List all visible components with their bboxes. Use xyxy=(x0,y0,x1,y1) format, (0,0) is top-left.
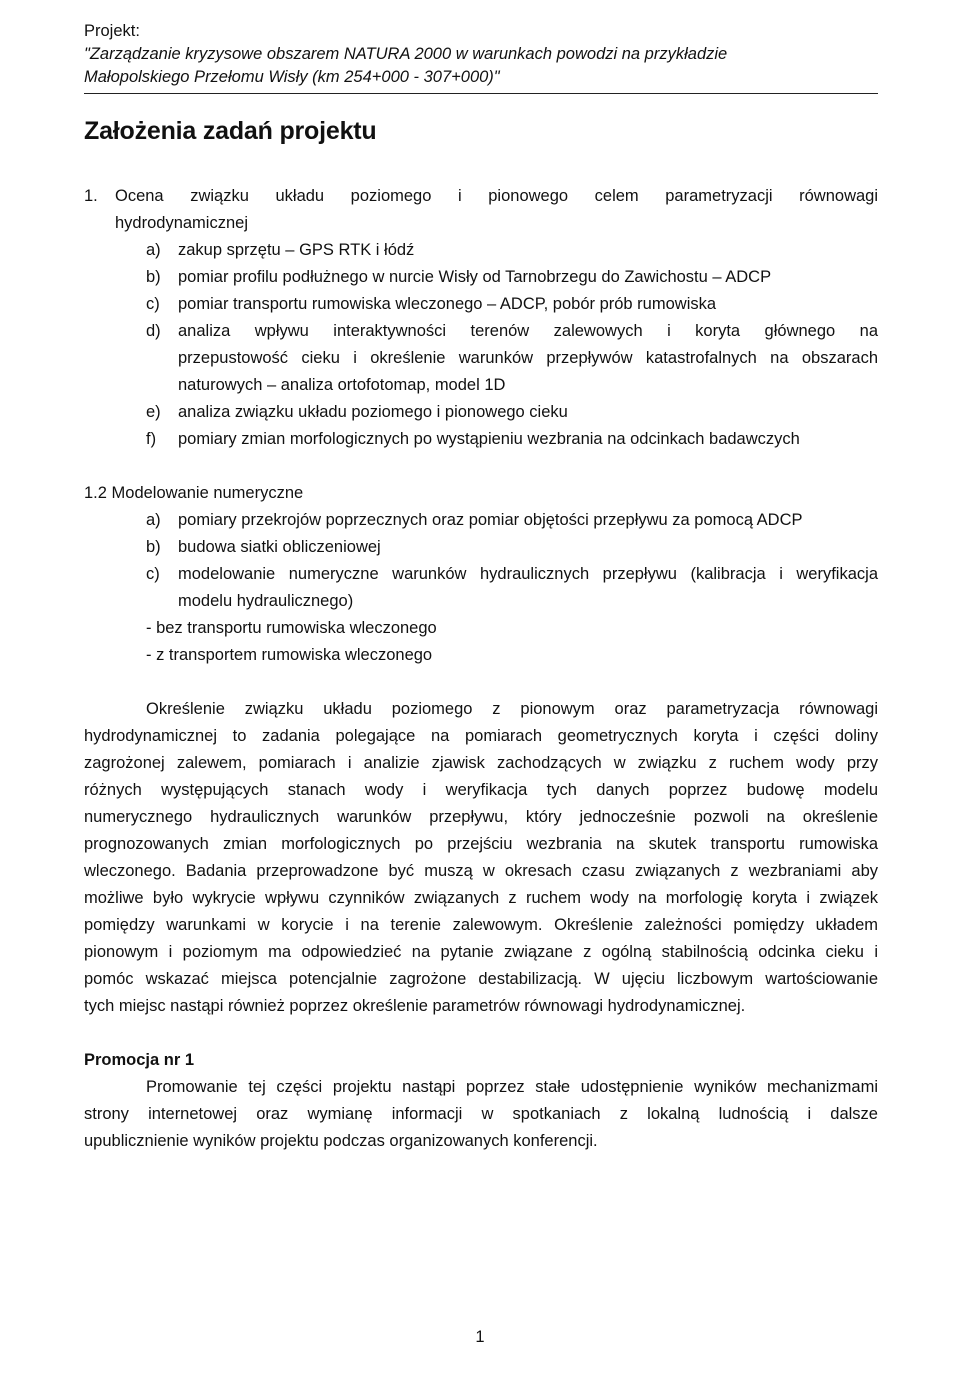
list-item-label: d) xyxy=(146,322,161,340)
list-item-continuation: naturowych – analiza ortofotomap, model 1D xyxy=(178,376,506,394)
list-item: budowa siatki obliczeniowej xyxy=(178,538,381,556)
list-item-label: b) xyxy=(146,268,161,286)
list-item-label: e) xyxy=(146,403,161,421)
list-item: pomiar profilu podłużnego w nurcie Wisły od Tarnobrzegu do Zawichostu – ADCP xyxy=(178,268,772,286)
paragraph-line: pomóc wskazać miejsca potencjalnie zagrożone destabilizacją. W ujęciu liczbowym wartościowanie xyxy=(84,970,878,988)
list-item-label: f) xyxy=(146,430,157,448)
list-item-label: b) xyxy=(146,538,161,556)
list-item-label: a) xyxy=(146,511,161,529)
header-project-title-line1: "Zarządzanie kryzysowe obszarem NATURA 2000 w warunkach powodzi na przykładzie xyxy=(84,45,728,63)
promo-line: Promowanie tej części projektu nastąpi poprzez stałe udostępnienie wyników mechanizmami xyxy=(146,1078,878,1096)
section1-heading-line1: Ocena związku układu poziomego i pionowego celem parametryzacji równowagi xyxy=(115,187,878,205)
paragraph-line: Określenie związku układu poziomego z pionowym oraz parametryzacja równowagi xyxy=(146,700,878,718)
list-item-continuation: modelu hydraulicznego) xyxy=(178,592,354,610)
sub-list-item: - bez transportu rumowiska wleczonego xyxy=(146,619,437,637)
list-item: analiza związku układu poziomego i pionowego cieku xyxy=(178,403,568,421)
paragraph-line: tych miejsc nastąpi również poprzez określenie parametrów równowagi hydrodynamicznej. xyxy=(84,997,746,1015)
list-item-label: c) xyxy=(146,565,160,583)
sub-list-item: - z transportem rumowiska wleczonego xyxy=(146,646,433,664)
header-project-label: Projekt: xyxy=(84,22,140,40)
list-item: modelowanie numeryczne warunków hydraulicznych przepływu (kalibracja i weryfikacja xyxy=(178,565,878,583)
paragraph-line: możliwe było wykrycie wpływu czynników związanych z ruchem wody na morfologię koryta i związek xyxy=(84,889,878,907)
paragraph-line: zagrożonej zalewem, pomiarach i analizie zjawisk zachodzących w związku z ruchem wody przy xyxy=(84,754,878,772)
paragraph-line: hydrodynamicznej to zadania polegające na pomiarach geometrycznych koryta i części doliny xyxy=(84,727,878,745)
promo-line: strony internetowej oraz wymianę informacji w spotkaniach z lokalną ludnością i dalsze xyxy=(84,1105,878,1123)
document-header xyxy=(84,20,878,89)
list-item: zakup sprzętu – GPS RTK i łódź xyxy=(178,241,415,259)
page-number: 1 xyxy=(475,1328,485,1346)
list-item: pomiary przekrojów poprzecznych oraz pomiar objętości przepływu za pomocą ADCP xyxy=(178,511,803,529)
paragraph-line: numerycznego hydraulicznych warunków przepływu, który jednocześnie pozwoli na określenie xyxy=(84,808,878,826)
paragraph-line: pomiędzy warunkami w korycie i na terenie zalewowym. Określenie zależności pomiędzy układem xyxy=(84,916,878,934)
paragraph-line: różnych występujących stanach wody i weryfikacja tych danych poprzez budowę modelu xyxy=(84,781,878,799)
list-item-label: a) xyxy=(146,241,161,259)
section1-heading-line2: hydrodynamicznej xyxy=(115,214,248,232)
paragraph-line: wleczonego. Badania przeprowadzone być muszą w okresach czasu związanych z wezbraniami aby xyxy=(84,862,878,880)
document-title: Założenia zadań projektu xyxy=(84,117,377,145)
list-item-label: c) xyxy=(146,295,160,313)
paragraph-line: prognozowanych zmian morfologicznych po przejściu wezbrania na skutek transportu rumowiska xyxy=(84,835,878,853)
section2-heading: 1.2 Modelowanie numeryczne xyxy=(84,484,304,502)
header-divider xyxy=(84,93,878,94)
header-project-title-line2: Małopolskiego Przełomu Wisły (km 254+000 - 307+000)" xyxy=(84,68,500,86)
list-item-continuation: przepustowość cieku i określenie warunków przepływów katastrofalnych na obszarach xyxy=(178,349,878,367)
section1-number: 1. xyxy=(84,187,98,205)
paragraph-line: pionowym i poziomym ma odpowiedzieć na pytanie związane z ogólną stabilnością odcinka cieku i xyxy=(84,943,878,961)
list-item: pomiar transportu rumowiska wleczonego – ADCP, pobór prób rumowiska xyxy=(178,295,717,313)
list-item: analiza wpływu interaktywności terenów zalewowych i koryta głównego na xyxy=(178,322,878,340)
list-item: pomiary zmian morfologicznych po wystąpieniu wezbrania na odcinkach badawczych xyxy=(178,430,800,448)
promo-heading: Promocja nr 1 xyxy=(84,1051,195,1069)
promo-line: upublicznienie wyników projektu podczas organizowanych konferencji. xyxy=(84,1132,598,1150)
